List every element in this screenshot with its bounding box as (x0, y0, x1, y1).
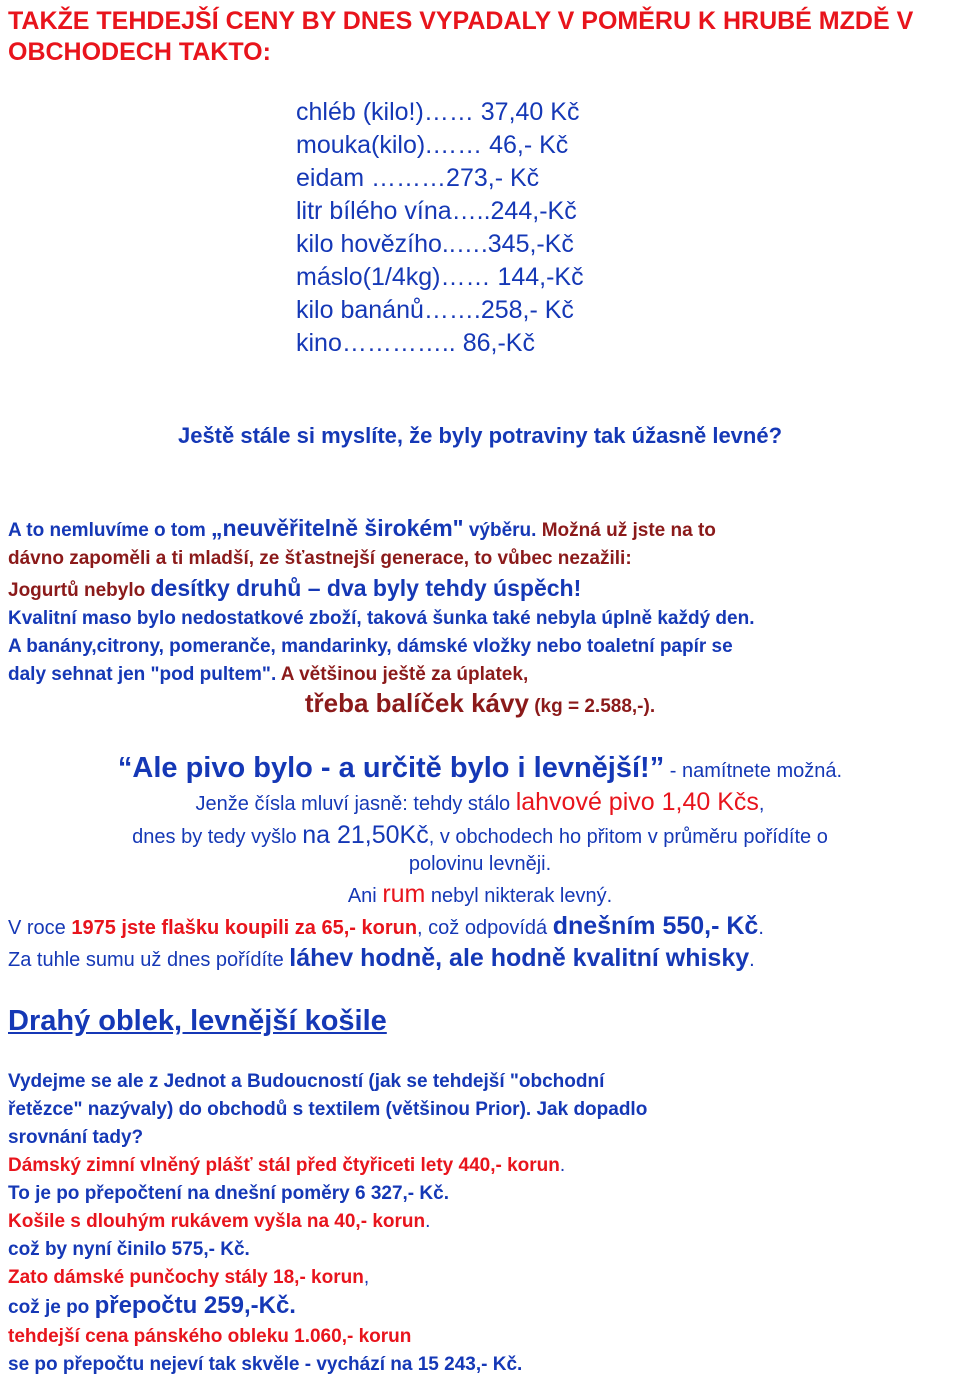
beer-line: polovinu levněji. (408, 853, 552, 875)
para1-line: A banány,citrony, pomeranče, mandarinky, dámské vložky nebo toaletní papír se (8, 636, 733, 657)
clothes-line (8, 1208, 430, 1236)
clothes-line: řetězce" nazývaly) do obchodů s textilem (většinou Prior). Jak dopadlo (8, 1099, 648, 1120)
text-span: Za tuhle sumu už dnes pořídíte (8, 949, 290, 971)
clothes-line (8, 1264, 369, 1292)
text-span: (kg = 2.588,-). (528, 696, 656, 717)
text-span: A většinou ještě za úplatek, (276, 664, 529, 685)
text-span: na 21,50Kč (302, 821, 429, 849)
text-span: A to nemluvíme o tom (8, 520, 212, 541)
text-span: což je po (8, 1297, 95, 1318)
price-list (296, 96, 584, 360)
beer-line (8, 912, 764, 943)
text-span: “Ale pivo bylo - a určitě bylo i levnější! (117, 752, 650, 784)
text-span: - namítnete možná. (664, 760, 843, 782)
text-span: Jenže čísla mluví jasně: tehdy stálo (195, 793, 516, 815)
text-span: Možná už jste na to (536, 520, 716, 541)
text-span: dnešním 550,- Kč (552, 912, 759, 940)
text-span: lahvové pivo 1,40 Kčs (515, 788, 759, 816)
para1-line (8, 575, 581, 604)
text-span: , (363, 1267, 370, 1288)
text-span: láhev hodně, ale hodně kvalitní whisky (289, 944, 750, 972)
price-item: kilo banánů…….258,- Kč (296, 296, 574, 324)
text-span: , v obchodech ho přitom v průměru pořídíte o (428, 826, 828, 848)
text-span: – (301, 575, 327, 601)
para1-line: dávno zapoměli a ti mladší, ze šťastnejší generace, to vůbec nezažili: (8, 548, 632, 569)
para1-line: Kvalitní maso bylo nedostatkové zboží, taková šunka také nebyla úplně každý den. (8, 608, 755, 629)
text-span: rum (382, 880, 426, 908)
text-span: Ani (347, 885, 383, 907)
text-span: třeba balíček kávy (304, 688, 529, 718)
price-item: mouka(kilo).…… 46,- Kč (296, 131, 569, 159)
text-span: Jogurtů nebylo (8, 580, 151, 601)
clothes-line: srovnání tady? (8, 1127, 144, 1148)
clothes-line (8, 1152, 565, 1180)
text-span: . (749, 949, 755, 971)
price-item: eidam ………273,- Kč (296, 164, 540, 192)
price-item: máslo(1/4kg)…… 144,-Kč (296, 263, 584, 291)
para1-line (0, 688, 960, 719)
text-span: Dámský zimní vlněný plášť stál před čtyřiceti lety 440,- korun (8, 1155, 560, 1176)
text-span: Košile s dlouhým rukávem vyšla na 40,- korun (8, 1211, 426, 1232)
clothes-line: To je po přepočtení na dnešní poměry 6 327,- Kč. (8, 1183, 449, 1204)
text-span: dnes by tedy vyšlo (132, 826, 303, 848)
text-span: Zato dámské punčochy stály 18,- korun (8, 1267, 364, 1288)
text-span: , což odpovídá (417, 917, 553, 939)
clothes-line: Vydejme se ale z Jednot a Budoucností (jak se tehdejší "obchodní (8, 1071, 605, 1092)
text-span: ” (649, 752, 665, 784)
page-title: TAKŽE TEHDEJŠÍ CENY BY DNES VYPADALY V POMĚRU K HRUBÉ MZDĚ V OBCHODECH TAKTO: (8, 7, 914, 66)
text-span: výběru. (463, 520, 537, 541)
clothes-line (8, 1292, 296, 1322)
text-span: V roce (8, 917, 72, 939)
price-item: kino………….. 86,-Kč (296, 329, 535, 357)
section-heading: Drahý oblek, levnější košile (8, 1005, 387, 1037)
beer-line (0, 788, 960, 819)
para1-line (8, 515, 716, 544)
text-span: desítky druhů (150, 575, 302, 601)
text-span: dva byly tehdy úspěch! (326, 575, 582, 601)
beer-line (0, 880, 960, 911)
para1-line (8, 661, 528, 688)
text-span: přepočtu 259,-Kč. (94, 1292, 296, 1319)
beer-line (0, 821, 960, 852)
question-text: Ještě stále si myslíte, že byly potraviny tak úžasně levné? (177, 423, 783, 448)
text-span: 1975 jste flašku koupili za 65,- korun (71, 917, 418, 939)
beer-line (8, 944, 755, 975)
clothes-line: což by nyní činilo 575,- Kč. (8, 1239, 250, 1260)
text-span: „neuvěřitelně širokém" (211, 515, 464, 541)
price-item: kilo hovězího..….345,-Kč (296, 230, 574, 258)
text-span: daly sehnat jen "pod pultem". (8, 664, 277, 685)
text-span: . (758, 917, 764, 939)
clothes-line: se po přepočtu nejeví tak skvěle - vychází na 15 243,- Kč. (8, 1354, 523, 1375)
text-span: nebyl nikterak levný. (425, 885, 613, 907)
text-span: , (758, 793, 765, 815)
clothes-line: tehdejší cena pánského obleku 1.060,- korun (8, 1326, 412, 1347)
price-item: litr bílého vína…..244,-Kč (296, 197, 577, 225)
beer-heading (0, 752, 960, 785)
text-span: . (425, 1211, 431, 1232)
text-span: . (559, 1155, 566, 1176)
price-item: chléb (kilo!)…… 37,40 Kč (296, 98, 580, 126)
